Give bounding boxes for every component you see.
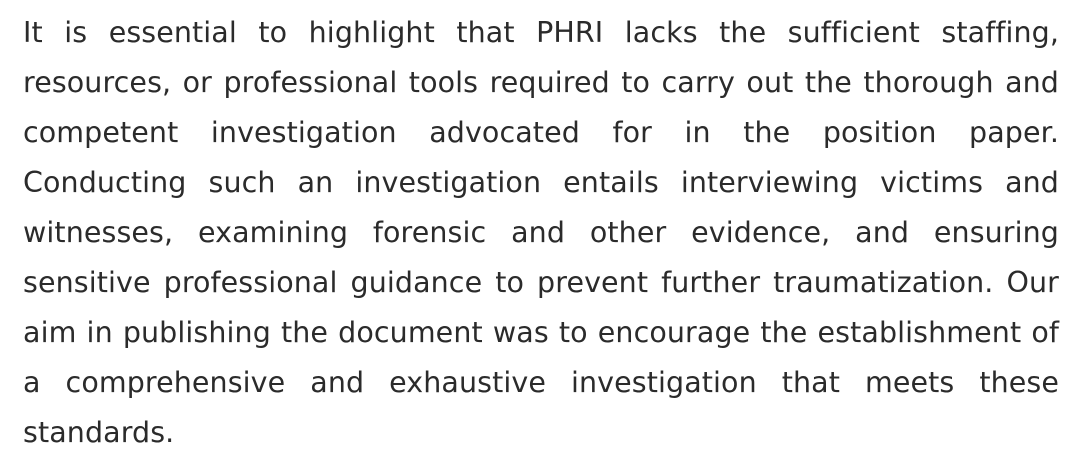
body-paragraph: It is essential to highlight that PHRI lacks the sufficient staffing, resources, or professional tools required to carry out the thorough and competent investigation advocated for in the position paper. Conducting such an investigation entails interviewing victims and witnesses, examining forensic and other evidence, and ensuring sensitive professional guidance to prevent further traumatization. Our aim in publishing the document was to encourage the establishment of a comprehensive and exhaustive investigation that meets these standards. bbox=[23, 16, 1059, 449]
document-body bbox=[23, 8, 1059, 458]
